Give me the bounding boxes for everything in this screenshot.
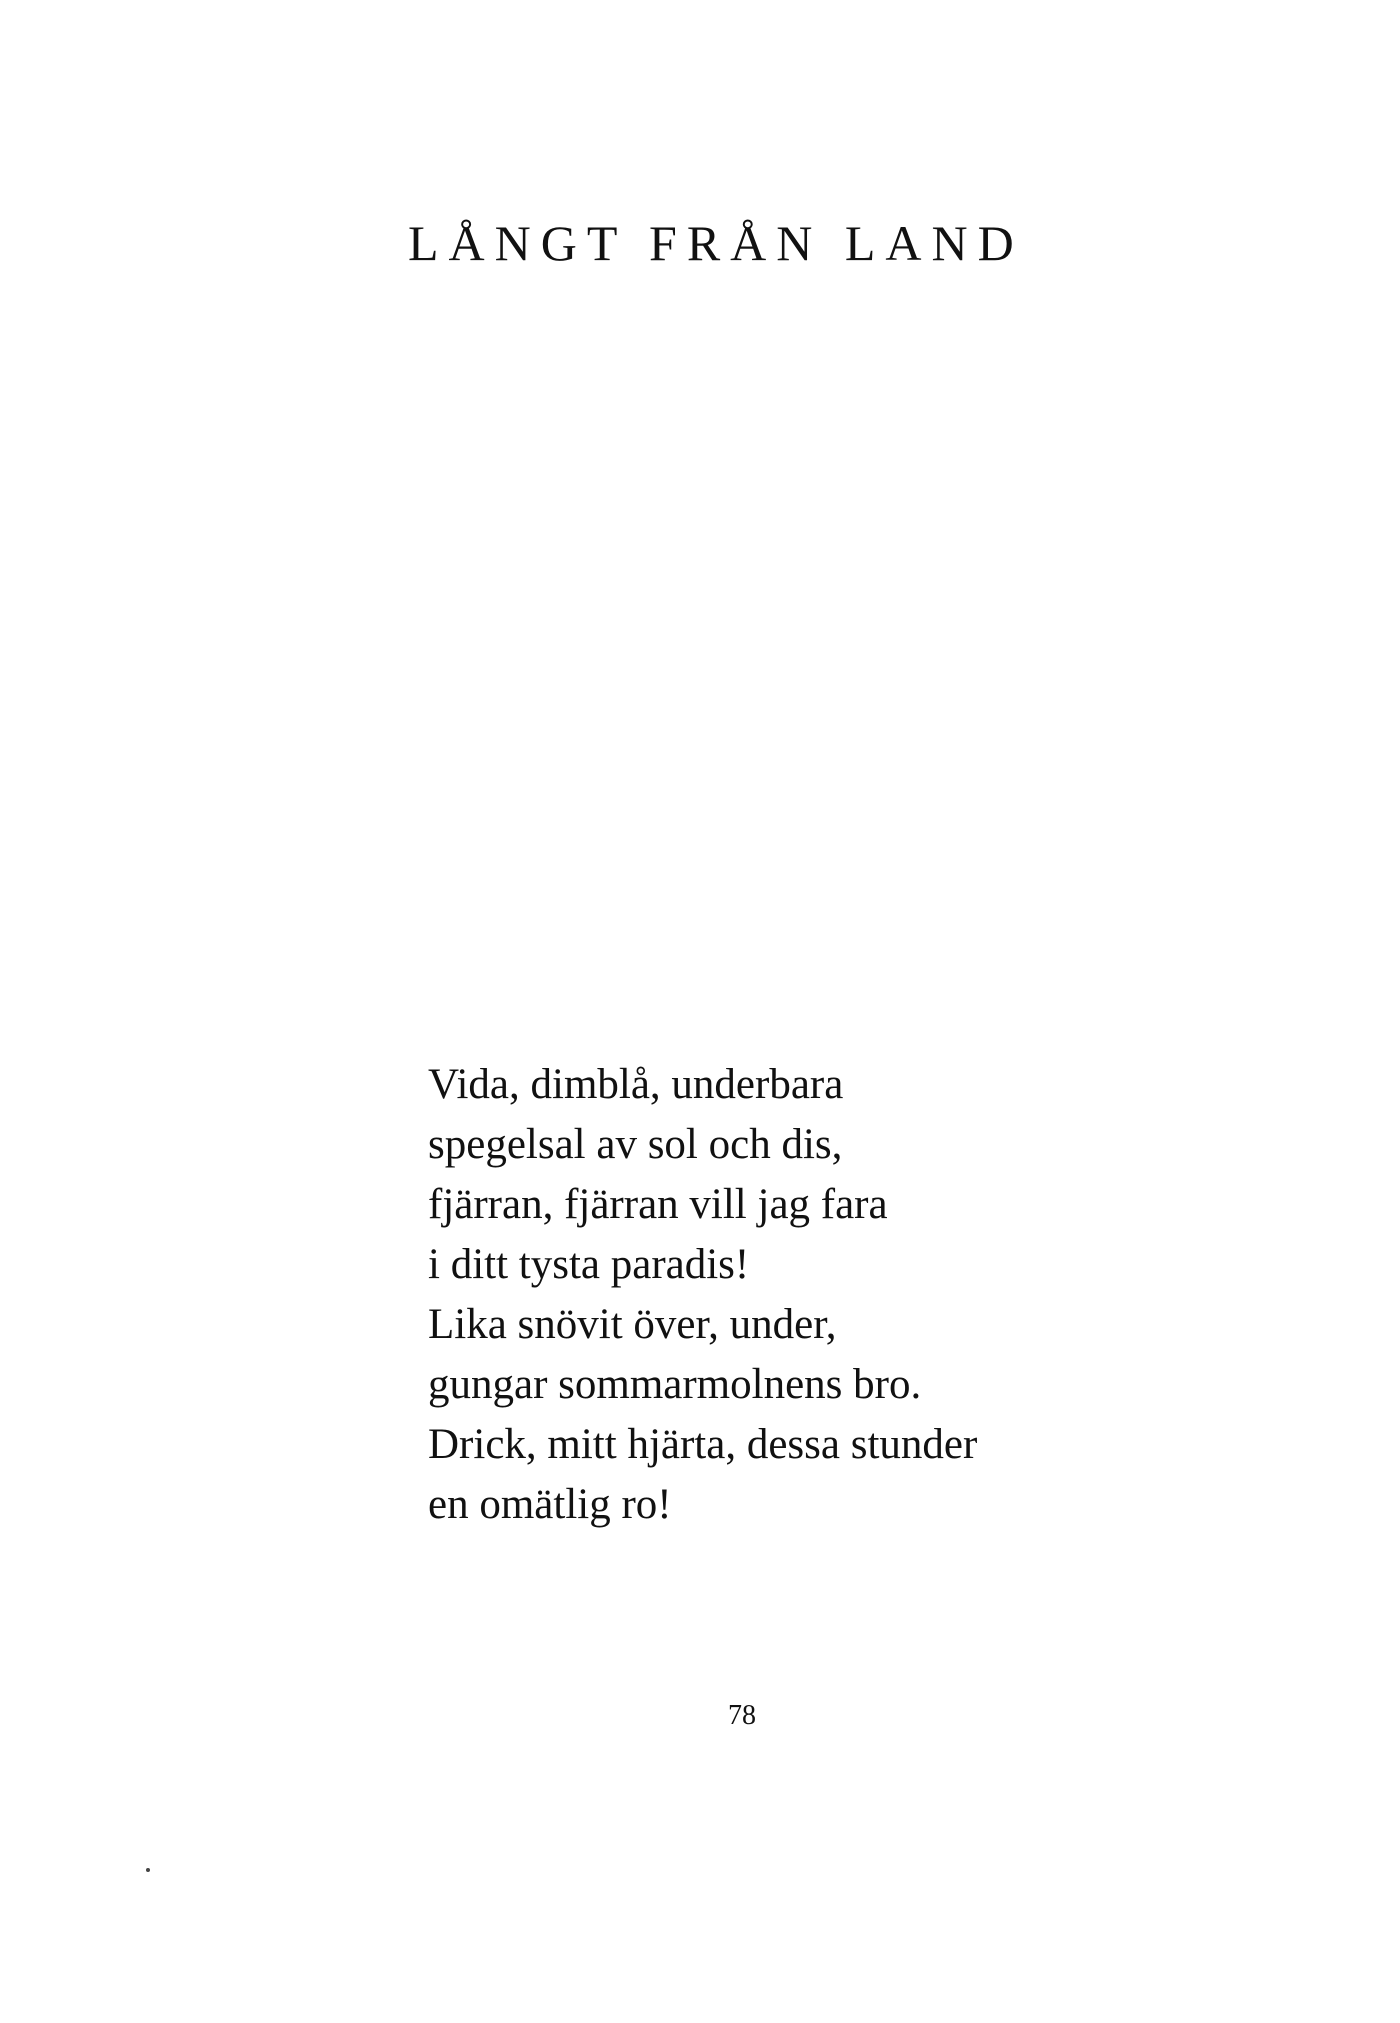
- poem-line: i ditt tysta paradis!: [428, 1241, 750, 1288]
- page-number: 78: [728, 1700, 756, 1731]
- poem-title: LÅNGT FRÅN LAND: [408, 215, 1024, 271]
- poem-line: Lika snövit över, under,: [428, 1301, 837, 1348]
- poem-line: Drick, mitt hjärta, dessa stunder: [428, 1421, 978, 1468]
- poem-line: spegelsal av sol och dis,: [428, 1121, 843, 1168]
- poem-line: Vida, dimblå, underbara: [428, 1061, 844, 1108]
- poem-line: gungar sommarmolnens bro.: [428, 1361, 922, 1408]
- scan-speck: [146, 1868, 150, 1872]
- poem-line: en omätlig ro!: [428, 1481, 672, 1528]
- poem-text: [428, 1055, 977, 1535]
- poem-line: fjärran, fjärran vill jag fara: [428, 1181, 888, 1228]
